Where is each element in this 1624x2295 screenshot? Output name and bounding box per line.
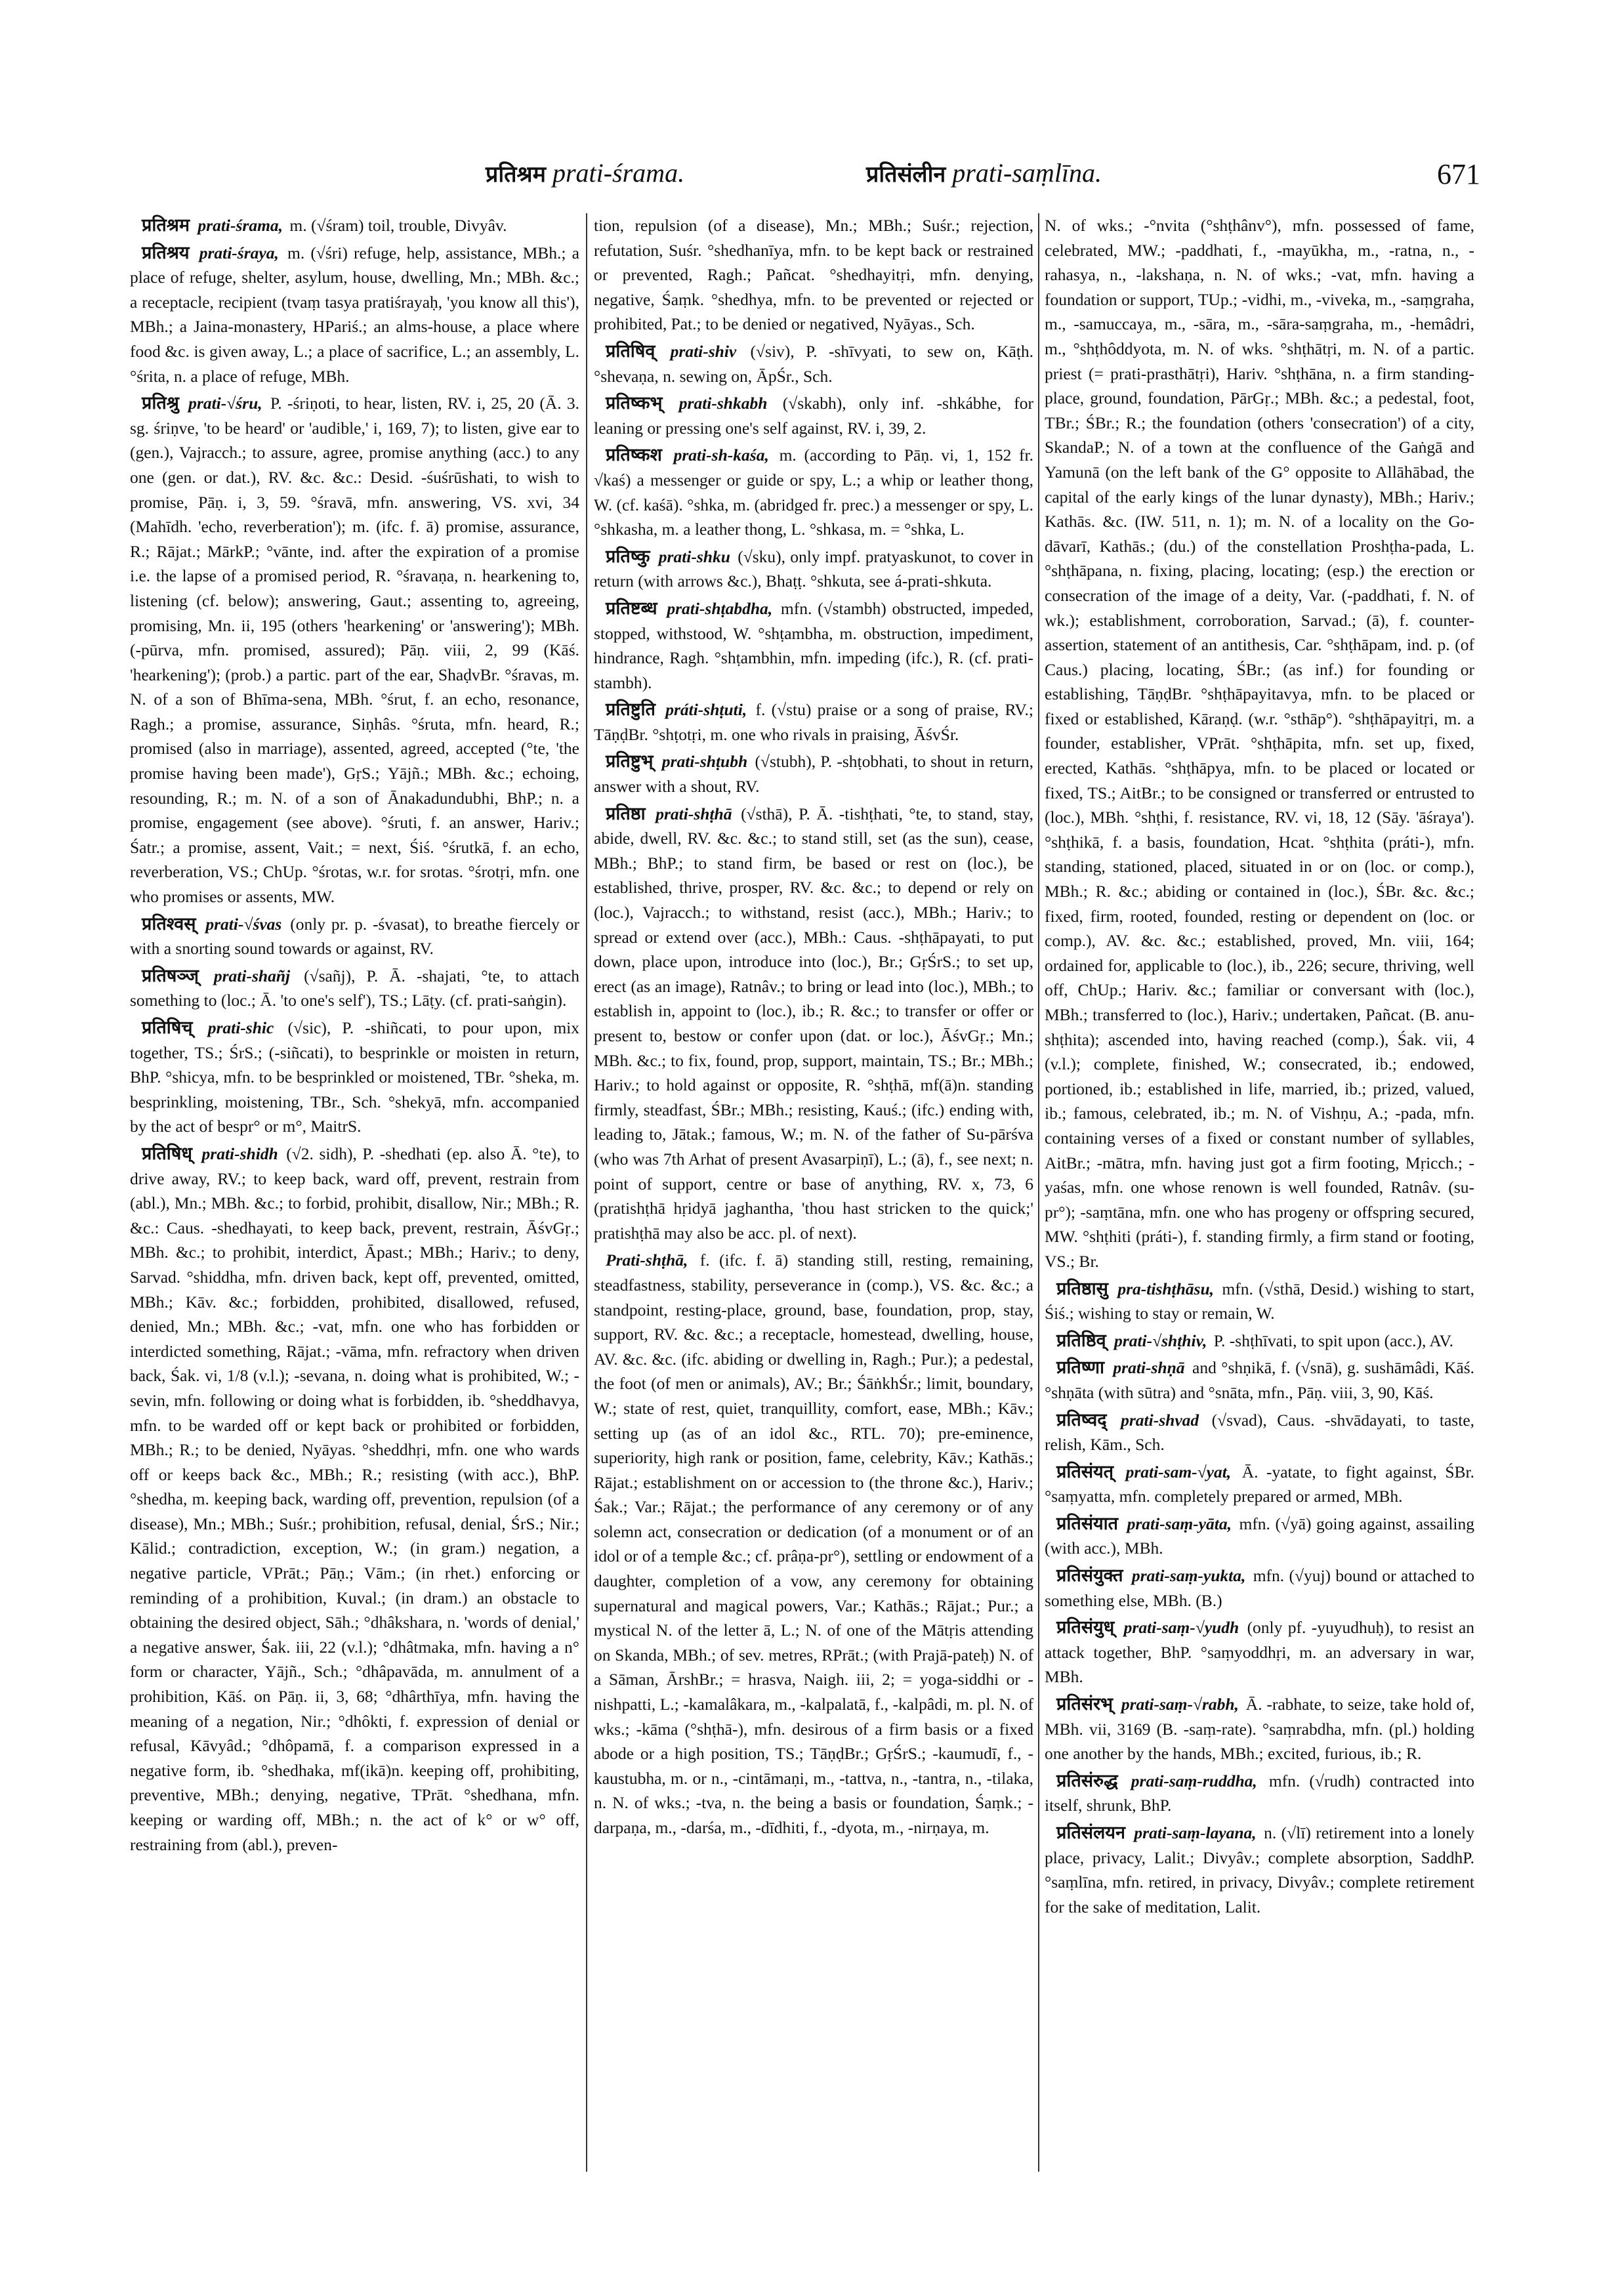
- entry-headword: prati-sh-kaśa,: [673, 445, 769, 465]
- dictionary-entry: [1045, 1408, 1474, 1457]
- entry-headword: prati-shkabh: [678, 394, 768, 413]
- entry-devanagari: प्रतिषिध्: [142, 1143, 192, 1164]
- entry-devanagari: प्रतिष्णा: [1056, 1357, 1104, 1378]
- dictionary-entry: [594, 697, 1033, 747]
- entry-devanagari: प्रतिषिव्: [606, 341, 656, 362]
- dictionary-entry: [130, 213, 579, 238]
- entry-definition: N. of wks.; -°nvita (°shṭhânv°), mfn. possessed of fame, celebrated, MW.; -paddhati, f., -mayūkha, m., -ratna, n., -rahasya, n., -lakshaṇa, n. N. of wks.; -vat, mfn. having a foundation or support, TUp.; -vidhi, m., -viveka, m., -saṃgraha, m., -samuccaya, m., -sāra, m., -sāra-saṃgraha, m., -hemâdri, m., °shṭhôddyota, m. N. of wks. °shṭhātṛi, m. N. of a partic. priest (= prati-prasthātṛi), Hariv. °shṭhāna, n. a firm standing-place, ground, foundation, PārGṛ.; MBh. &c.; a pedestal, foot, TBr.; ŚBr.; R.; the foundation (others 'consecration') of a city, SkandaP.; N. of a town at the confluence of the Gaṅgā and Yamunā (on the left bank of the G° opposite to Allāhābad, the capital of the early kings of the lunar dynasty), MBh.; Hariv.; Kathās. &c. (IW. 511, n. 1); m. N. of a locality on the Go-dāvarī, Kathās.; (du.) of the constellation Proshṭha-pada, L. °shṭhāpana, n. fixing, placing, locating; (esp.) the erection or consecration of the image of a deity, Var. (-paddhati, f. N. of wk.); establishment, corroboration, Sarvad.; (ā), f. counter-assertion, statement of an antithesis, Car. °shṭhāpam, ind. p. (of Caus.) placing, locating, ŚBr.; (as inf.) for founding or establishing, TāṇḍBr. °shṭhāpayitavya, mfn. to be placed or fixed or established, Kāraṇḍ. (w.r. °sthāp°). °shṭhāpayitṛi, m. a founder, establisher, VPrāt. °shṭhāpita, mfn. set up, fixed, erected, Kathās. °shṭhāpya, mfn. to be placed or located or fixed, TS.; AitBr.; to be consigned or transferred or entrusted to (loc.), MBh. °shṭhi, f. resistance, RV. vi, 18, 12 (Sāy. 'āśraya'). °shṭhikā, f. a basis, foundation, Hcat. °shṭhita (práti-), mfn. standing, stationed, placed, situated in or on (loc. or comp.), MBh.; R. &c.; abiding or contained in (loc.), ŚBr. &c. &c.; fixed, firm, rooted, founded, resting or dependent on (loc. or comp.), AV. &c. &c.; established, proved, Mn. viii, 164; ordained for, applicable to (loc.), ib., 226; secure, thriving, well off, ChUp.; Hariv. &c.; familiar or conversant with (loc.), MBh.; transferred to (loc.), Hariv.; undertaken, Pañcat. (B. anu-shṭhita); ascended into, having reached (comp.), Śak. vii, 4 (v.l.); complete, finished, W.; consecrated, ib.; endowed, portioned, ib.; established in life, married, ib.; prized, valued, ib.; famous, celebrated, ib.; m. N. of Vishṇu, A.; -pada, mfn. containing verses of a fixed or constant number of syllables, AitBr.; -mātra, mfn. having just got a firm footing, Mṛicch.; -yaśas, mfn. one whose renown is well founded, Ratnâv. (su-pr°); -saṃtāna, mfn. one who has progeny or offspring secured, MW. °shṭhiti (práti-), f. standing firmly, a firm stand or footing, VS.; Br.: [1045, 216, 1474, 1271]
- entry-definition: (only pf. -yuyudhuḥ), to resist an attack together, BhP. °saṃyoddhṛi, m. an adversary in war, MBh.: [1045, 1618, 1474, 1687]
- entry-devanagari: प्रतिष्कश: [606, 445, 662, 466]
- entry-definition: (√svad), Caus. -shvādayati, to taste, relish, Kām., Sch.: [1045, 1410, 1474, 1455]
- entry-headword: prati-saṃ-ruddha,: [1131, 1771, 1257, 1790]
- entry-headword: Prati-shṭhā,: [606, 1251, 688, 1270]
- header-right-translit: prati-saṃlīna.: [952, 158, 1102, 188]
- column-divider: [1038, 213, 1039, 2172]
- column-1: [130, 213, 579, 2175]
- entry-devanagari: प्रतिष्कभ्: [606, 393, 663, 414]
- entry-devanagari: प्रतिष्ठासु: [1056, 1278, 1108, 1299]
- entry-definition: Ā. -yatate, to fight against, ŚBr. °saṃyatta, mfn. completely prepared or armed, MBh.: [1045, 1462, 1474, 1506]
- entry-definition: (√sic), P. -shiñcati, to pour upon, mix together, TS.; ŚrS.; (-siñcati), to besprinkle or moisten in return, BhP. °shicya, mfn. to be besprinkled or moistened, TBr. °sheka, m. besprinkling, moistening, TBr., Sch. °shekyā, mfn. accompanied by the act of bespr° or m°, MaitrS.: [130, 1018, 579, 1136]
- entry-headword: prati-shṭhā: [656, 804, 732, 823]
- entry-devanagari: प्रतिसंयुक्त: [1056, 1565, 1123, 1586]
- dictionary-entry: [594, 749, 1033, 798]
- entry-devanagari: प्रतिसंयात: [1056, 1513, 1119, 1534]
- entry-headword: práti-shṭuti,: [665, 700, 747, 720]
- entry-headword: prati-shku: [658, 547, 730, 566]
- entry-headword: prati-shṭabdha,: [667, 598, 773, 618]
- entry-definition: and °shṇikā, f. (√snā), g. sushāmâdi, Kāś. °shṇāta (with sūtra) and °snāta, mfn., Pāṇ. viii, 3, 90, Kāś.: [1045, 1358, 1474, 1402]
- entry-definition: mfn. (√sthā, Desid.) wishing to start, Śiś.; wishing to stay or remain, W.: [1045, 1279, 1474, 1323]
- entry-definition: f. (√stu) praise or a song of praise, RV.; TāṇḍBr. °shṭotṛi, m. one who rivals in praising, ĀśvŚr.: [594, 700, 1033, 744]
- dictionary-entry: [1045, 1277, 1474, 1326]
- dictionary-entry: [1045, 1692, 1474, 1766]
- entry-definition: (√siv), P. -shīvyati, to sew on, Kāṭh. °shevaṇa, n. sewing on, ĀpŚr., Sch.: [594, 341, 1033, 386]
- entry-devanagari: प्रतिश्वस्: [142, 913, 196, 934]
- entry-devanagari: प्रतिषञ्ज्: [142, 965, 199, 986]
- dictionary-entry: [594, 443, 1033, 541]
- dictionary-entry: [594, 391, 1033, 440]
- dictionary-entry: [594, 545, 1033, 594]
- entry-devanagari: प्रतिसंरभ्: [1056, 1694, 1114, 1715]
- entry-definition: Ā. -rabhate, to seize, take hold of, MBh. vii, 3169 (B. -saṃ-rate). °saṃrabdha, mfn. (pl.) holding one another by the hands, MBh.; excited, furious, ib.; R.: [1045, 1695, 1474, 1764]
- entry-headword: pra-tishṭhāsu,: [1117, 1279, 1214, 1298]
- entry-definition: mfn. (√stambh) obstructed, impeded, stopped, withstood, W. °shṭambha, m. obstruction, impediment, hindrance, Ragh. °shṭambhin, mfn. impeding (ifc.), R. (cf. prati-stambh).: [594, 598, 1033, 692]
- header-right-devanagari: प्रतिसंलीन: [866, 161, 946, 188]
- entry-definition: m. (according to Pāṇ. vi, 1, 152 fr. √kaś) a messenger or guide or spy, L.; a whip or leather thong, W. (cf. kaśā). °shka, m. (abridged fr. prec.) a messenger or spy, L. °shkasha, m. a leather thong, L. °shkasa, m. = °shka, L.: [594, 445, 1033, 539]
- entry-devanagari: प्रतिसंलयन: [1056, 1823, 1125, 1843]
- entry-headword: prati-√shṭhiv,: [1114, 1331, 1207, 1350]
- entry-definition: m. (√śram) toil, trouble, Divyâv.: [289, 216, 507, 235]
- dictionary-entry: [1045, 1355, 1474, 1405]
- entry-definition: P. -shṭhīvati, to spit upon (acc.), AV.: [1213, 1331, 1453, 1350]
- dictionary-entry: [130, 964, 579, 1013]
- entry-devanagari: प्रतिष्टुति: [606, 699, 656, 720]
- entry-headword: prati-śrama,: [198, 216, 283, 235]
- dictionary-entry: [130, 912, 579, 961]
- entry-devanagari: प्रतिष्ठिव्: [1056, 1330, 1106, 1351]
- header-left-devanagari: प्रतिश्रम: [486, 161, 546, 188]
- entry-devanagari: प्रतिश्रु: [142, 393, 179, 414]
- entry-devanagari: प्रतिष्कु: [606, 546, 650, 567]
- header-left-headword: [486, 157, 684, 188]
- dictionary-entry: [1045, 213, 1474, 1274]
- entry-definition: tion, repulsion (of a disease), Mn.; MBh.; Suśr.; rejection, refutation, Suśr. °shedhanīya, mfn. to be kept back or restrained or prevented, Ragh.; Pañcat. °shedhayitṛi, mfn. denying, negative, Śaṃk. °shedhya, mfn. to be prevented or rejected or prohibited, Pat.; to be denied or negatived, Nyāyas., Sch.: [594, 216, 1033, 334]
- entry-definition: mfn. (√yā) going against, assailing (with acc.), MBh.: [1045, 1514, 1474, 1558]
- entry-devanagari: प्रतिसंयत्: [1056, 1461, 1114, 1482]
- entry-devanagari: प्रतिश्रम: [142, 215, 190, 236]
- dictionary-entry: [1045, 1460, 1474, 1509]
- dictionary-entry: [130, 1142, 579, 1857]
- dictionary-entry: [130, 241, 579, 389]
- entry-headword: prati-saṃ-layana,: [1134, 1823, 1257, 1842]
- entry-definition: (√skabh), only inf. -shkábhe, for leaning or pressing one's self against, RV. i, 39, 2.: [594, 394, 1033, 438]
- entry-definition: mfn. (√rudh) contracted into itself, shrunk, BhP.: [1045, 1771, 1474, 1815]
- dictionary-entry: [1045, 1821, 1474, 1919]
- entry-headword: prati-√śru,: [188, 394, 262, 413]
- entry-devanagari: प्रतिष्टुभ्: [606, 751, 654, 772]
- dictionary-entry: [594, 596, 1033, 695]
- entry-headword: prati-saṃ-yukta,: [1131, 1566, 1246, 1586]
- dictionary-entry: [130, 1016, 579, 1139]
- entry-devanagari: प्रतिष्वद्: [1056, 1409, 1107, 1430]
- header-left-translit: prati-śrama.: [552, 158, 685, 188]
- dictionary-entry: [1045, 1563, 1474, 1613]
- entry-headword: prati-shic: [207, 1018, 274, 1037]
- entry-devanagari: प्रतिष्ठा: [606, 803, 646, 824]
- entry-devanagari: प्रतिश्रय: [142, 242, 190, 263]
- dictionary-entry: [1045, 1769, 1474, 1818]
- entry-headword: prati-shidh: [201, 1144, 278, 1163]
- page-number: 671: [1437, 158, 1480, 190]
- entry-headword: prati-saṃ-√yudh: [1123, 1618, 1239, 1638]
- dictionary-entry: [594, 339, 1033, 388]
- entry-headword: prati-saṃ-√rabh,: [1121, 1695, 1239, 1714]
- entry-devanagari: प्रतिषिच्: [142, 1018, 193, 1038]
- entry-devanagari: प्रतिष्टब्ध: [606, 598, 657, 619]
- entry-definition: n. (√lī) retirement into a lonely place, privacy, Lalit.; Divyâv.; complete absorption, SaddhP. °saṃlīna, mfn. retired, in privacy, Divyâv.; complete retirement for the sake of meditation, Lalit.: [1045, 1823, 1474, 1916]
- entry-headword: prati-sam-√yat,: [1125, 1462, 1232, 1481]
- entry-definition: (√sthā), P. Ā. -tishṭhati, °te, to stand, stay, abide, dwell, RV. &c. &c.; to stand still, set (as the sun), cease, MBh.; BhP.; to stand firm, be based or rest on (loc.), be established, thrive, prosper, RV. &c. &c.; to depend or rely on (loc.), Vajracch.; to withstand, resist (acc.), MBh.; Hariv.; to spread or extend over (acc.), MBh.: Caus. -shṭhāpayati, to put down, place upon, introduce into (loc.), Br.; GṛŚrS.; to set up, erect (as an image), Ratnâv.; to bring or lead into (loc.), MBh.; to establish in, appoint to (loc.), ib.; R. &c.; to transfer or offer or present to, bestow or confer upon (dat. or loc.), ĀśvGṛ.; Mn.; MBh. &c.; to fix, found, prop, support, maintain, TS.; Br.; MBh.; Hariv.; to hold against or opposite, R. °shṭhā, mf(ā)n. standing firmly, steadfast, ŚBr.; MBh.; resisting, Kauś.; (ifc.) ending with, leading to, Jātak.; famous, W.; m. N. of the father of Su-pārśva (who was 7th Arhat of present Avasarpiṇī), L.; (ā), f., see next; n. point of support, centre or base of anything, RV. x, 73, 6 (pratishṭhā hṛidyā jaghantha, 'thou hast stricken to the quick;' pratishṭhā may also be acc. pl. of next).: [594, 804, 1033, 1243]
- entry-definition: (√sku), only impf. pratyaskunot, to cover in return (with arrows &c.), Bhaṭṭ. °shkuta, see á-prati-shkuta.: [594, 547, 1033, 591]
- entry-devanagari: प्रतिसंयुध्: [1056, 1617, 1115, 1638]
- column-2: [594, 213, 1033, 2175]
- dictionary-entry: [130, 391, 579, 909]
- dictionary-entry: [594, 213, 1033, 337]
- entry-definition: mfn. (√yuj) bound or attached to something else, MBh. (B.): [1045, 1566, 1474, 1610]
- entry-headword: prati-śraya,: [199, 243, 279, 262]
- entry-headword: prati-shvad: [1121, 1410, 1199, 1430]
- entry-headword: prati-shañj: [213, 966, 291, 985]
- entry-headword: prati-shiv: [670, 341, 737, 361]
- dictionary-entry: [1045, 1329, 1474, 1354]
- entry-headword: prati-saṃ-yāta,: [1127, 1514, 1232, 1533]
- dictionary-entry: [594, 802, 1033, 1246]
- entry-headword: prati-shṭubh: [661, 752, 748, 772]
- entry-devanagari: प्रतिसंरुद्ध: [1056, 1770, 1118, 1791]
- running-header: [0, 157, 1624, 197]
- entry-definition: m. (√śri) refuge, help, assistance, MBh.; a place of refuge, shelter, asylum, house, dwelling, Mn.; MBh. &c.; a receptacle, recipient (tvaṃ tasya pratiśrayaḥ, 'you know all this'), MBh.; a Jaina-monastery, HPariś.; an alms-house, a place where food &c. is given away, L.; a place of sacrifice, L.; an assembly, L. °śrita, n. a place of refuge, MBh.: [130, 243, 579, 386]
- entry-definition: (only pr. p. -śvasat), to breathe fiercely or with a snorting sound towards or against, RV.: [130, 914, 579, 959]
- header-right-headword: [866, 157, 1102, 188]
- entry-headword: prati-√śvas: [205, 914, 282, 934]
- dictionary-entry: [594, 1248, 1033, 1840]
- entry-definition: P. -śriṇoti, to hear, listen, RV. i, 25, 20 (Ā. 3. sg. śriṇve, 'to be heard' or 'audible,' i, 169, 7); to listen, give ear to (gen.), Vajracch.; to assure, agree, promise anything (acc.) to any one (gen. or dat.), RV. &c. &c.: Desid. -śuśrūshati, to wish to promise, Pāṇ. i, 3, 59. °śravā, mfn. answering, VS. xvi, 34 (Mahīdh. 'echo, reverberation'); m. (ifc. f. ā) promise, assurance, R.; Rājat.; MārkP.; °vānte, ind. after the expiration of a promise i.e. the lapse of a promised period, R. °śravaṇa, n. hearkening to, listening (cf. below); answering, Gaut.; assenting to, agreeing, promising, Mn. ii, 195 (others 'hearkening' or 'answering'); MBh. (-pūrva, mfn. promised, assured); Pāṇ. viii, 2, 99 (Kāś. 'hearkening'); (prob.) a partic. part of the ear, ShaḍvBr. °śravas, m. N. of a son of Bhīma-sena, MBh. °śrut, f. an echo, resonance, Ragh.; a promise, assurance, Siṇhâs. °śruta, mfn. heard, R.; promised (also in marriage), assented, agreed, accepted (°te, 'the promise having been made'), GṛS.; Yājñ.; MBh. &c.; echoing, resounding, R.; m. N. of a son of Ānakadundubhi, BhP.; n. a promise, engagement (see above). °śruti, f. an answer, Hariv.; Śatr.; a promise, assent, Vait.; = next, Śiś. °śrutkā, f. an echo, reverberation, VS.; ChUp. °śrotas, w.r. for srotas. °śrotṛi, mfn. one who promises or assents, MW.: [130, 394, 579, 907]
- entry-headword: prati-shṇā: [1113, 1358, 1185, 1378]
- entry-definition: f. (ifc. f. ā) standing still, resting, remaining, steadfastness, stability, perseverance in (comp.), VS. &c. &c.; a standpoint, resting-place, ground, base, foundation, prop, stay, support, RV. &c. &c.; a receptacle, homestead, dwelling, house, AV. &c. &c. (ifc. abiding or dwelling in, Ragh.; Pur.); a pedestal, the foot (of men or animals), AV.; Br.; ŚāṅkhŚr.; limit, boundary, W.; state of rest, quiet, tranquillity, comfort, ease, MBh.; Kāv.; setting up (as of an idol &c., RTL. 70); pre-eminence, superiority, high rank or position, fame, celebrity, Kāv.; Kathās.; Rājat.; establishment on or accession to (the throne &c.), Hariv.; Śak.; Var.; Rājat.; the performance of any ceremony or of any solemn act, consecration or dedication (of a monument or of an idol or of a temple &c.; cf. prâṇa-pr°), settling or endowment of a daughter, completion of a vow, any ceremony for obtaining supernatural and magical powers, Var.; Kathās.; Rājat.; Pur.; a mystical N. of the letter ā, L.; N. of one of the Mātṛis attending on Skanda, MBh.; of sev. metres, RPrāt.; (with Prajā-pateḥ) N. of a Sāman, ĀrshBr.; = hrasva, Naigh. iii, 2; = yoga-siddhi or -nishpatti, L.; -kamalâkara, m., -kalpalatā, f., -kalpâdi, m. pl. N. of wks.; -kāma (°shṭhā-), mfn. desirous of a firm basis or a fixed abode or a high position, TS.; TāṇḍBr.; GṛŚrS.; -kaumudī, f., -kaustubha, m. or n., -cintāmaṇi, m., -tattva, n., -tantra, n., -tilaka, n. N. of wks.; -tva, n. the being a basis or foundation, Śaṃk.; -darpaṇa, m., -darśa, m., -dīdhiti, f., -dyota, m., -nirṇaya, m.: [594, 1251, 1033, 1837]
- entry-definition: (√2. sidh), P. -shedhati (ep. also Ā. °te), to drive away, RV.; to keep back, ward off, prevent, restrain from (abl.), Mn.; MBh. &c.; to forbid, prohibit, disallow, Nir.; MBh.; R. &c.: Caus. -shedhayati, to keep back, prevent, restrain, ĀśvGṛ.; MBh. &c.; to prohibit, interdict, Āpast.; MBh.; Hariv.; to deny, Sarvad. °shiddha, mfn. driven back, kept off, prevented, omitted, MBh.; Kāv. &c.; forbidden, prohibited, disallowed, refused, denied, Mn.; MBh. &c.; -vat, mfn. one who has forbidden or interdicted something, Rājat.; -vāma, mfn. refractory when driven back, Śak. vi, 1/8 (v.l.); -sevana, n. doing what is prohibited, W.; -sevin, mfn. following or doing what is forbidden, ib. °sheddhavya, mfn. to be warded off or kept back or prohibited or forbidden, MBh.; R.; to be denied, Nyāyas. °sheddhṛi, mfn. one who wards off or keeps back &c., MBh.; R.; resisting (with acc.), BhP. °shedha, m. keeping back, warding off, prevention, repulsion (of a disease), Mn.; MBh.; Suśr.; prohibition, refusal, denial, ŚrS.; Nir.; Kālid.; contradiction, exception, W.; (in gram.) negation, a negative particle, VPrāt.; Pāṇ.; Vām.; (in rhet.) enforcing or reminding of a prohibition, Kuval.; (in dram.) an obstacle to obtaining the desired object, Sāh.; °dhâkshara, n. 'words of denial,' a negative answer, Śak. iii, 22 (v.l.); °dhâtmaka, mfn. having a n° form or character, Yājñ., Sch.; °dhâpavāda, m. annulment of a prohibition, Kāś. on Pāṇ. ii, 3, 68; °dhârthīya, mfn. having the meaning of a negation, Nir.; °dhôkti, f. expression of denial or refusal, Kāvyâd.; °dhôpamā, f. a comparison expressed in a negative form, ib. °shedhaka, mf(ikā)n. keeping off, prohibiting, preventive, MBh.; denying, negative, TPrāt. °shedhana, mfn. keeping or warding off, MBh.; n. the act of k° or w° off, restraining from (abl.), preven-: [130, 1144, 579, 1854]
- dictionary-entry: [1045, 1615, 1474, 1689]
- entry-definition: (√sañj), P. Ā. -shajati, °te, to attach something to (loc.; Ā. 'to one's self'), TS.; Lāṭy. (cf. prati-saṅgin).: [130, 966, 579, 1010]
- column-3: [1045, 213, 1474, 2175]
- dictionary-entry: [1045, 1512, 1474, 1561]
- entry-definition: (√stubh), P. -shṭobhati, to shout in return, answer with a shout, RV.: [594, 752, 1033, 796]
- column-divider: [586, 213, 587, 2172]
